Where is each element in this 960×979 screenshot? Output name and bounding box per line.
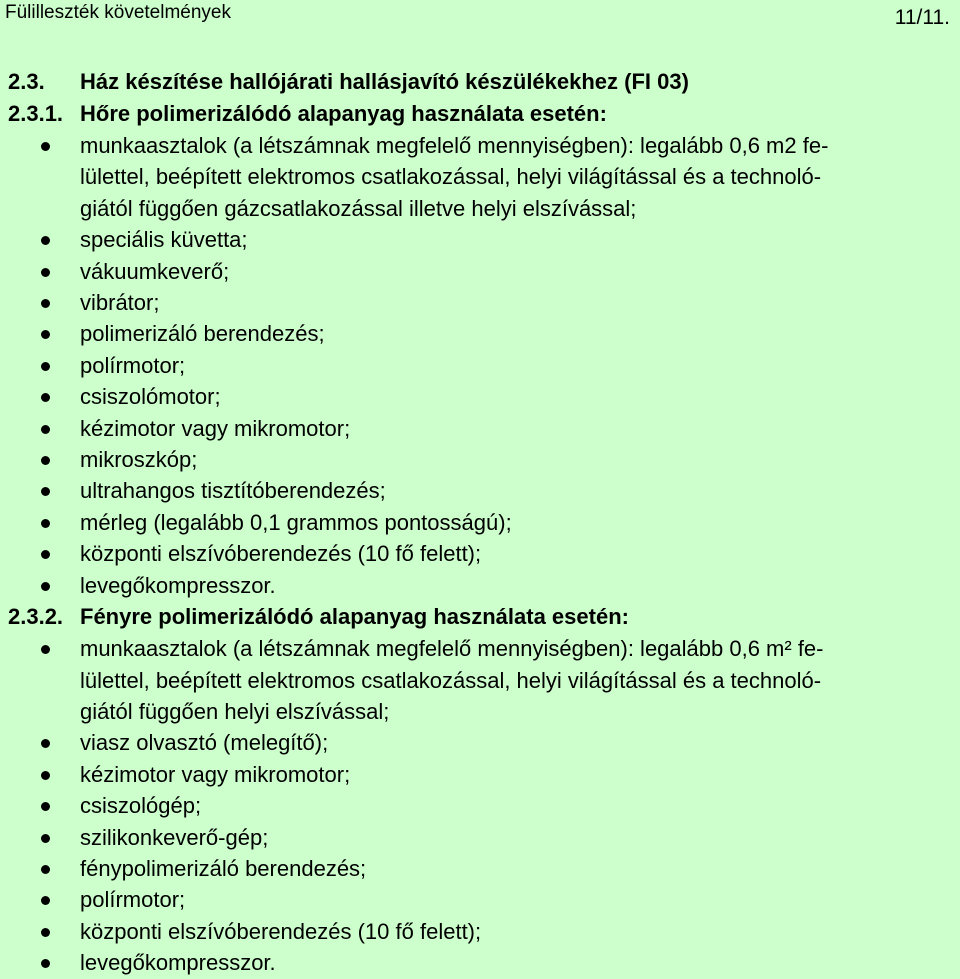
list-item-text: központi elszívóberendezés (10 fő felett); bbox=[80, 918, 482, 944]
page-number: 11/11. bbox=[894, 6, 950, 29]
subsection-1-heading bbox=[0, 98, 960, 130]
bullet-icon bbox=[41, 268, 50, 277]
subsection-1-title: Hőre polimerizálódó alapanyag használata esetén: bbox=[80, 101, 607, 126]
bullet-icon bbox=[41, 393, 50, 402]
list-item bbox=[0, 916, 960, 947]
list-item bbox=[0, 130, 960, 224]
list-item-text: polírmotor; bbox=[80, 352, 186, 378]
bullet-icon bbox=[41, 645, 50, 654]
bullet-icon bbox=[41, 802, 50, 811]
list-item bbox=[0, 444, 960, 475]
document-header-title: Fülilleszték követelmények bbox=[5, 2, 231, 23]
list-item bbox=[0, 350, 960, 381]
list-item bbox=[0, 853, 960, 884]
bullet-icon bbox=[41, 928, 50, 937]
list-item-text: fénypolimerizáló berendezés; bbox=[80, 855, 367, 881]
subsection-2-list bbox=[0, 633, 960, 978]
bullet-icon bbox=[41, 519, 50, 528]
bullet-icon bbox=[41, 330, 50, 339]
bullet-icon bbox=[41, 487, 50, 496]
list-item-text: mikroszkóp; bbox=[80, 447, 198, 473]
list-item-text: munkaasztalok (a létszámnak megfelelő mennyiségben): legalább 0,6 m2 fe- lülettel, beépített elektromos csatlakozással, helyi világítással és a technoló- giától függően gázcsatlakozással illetve helyi elszívással; bbox=[80, 133, 829, 221]
list-item bbox=[0, 224, 960, 255]
bullet-icon bbox=[41, 299, 50, 308]
bullet-icon bbox=[41, 959, 50, 968]
bullet-icon bbox=[41, 771, 50, 780]
list-item bbox=[0, 287, 960, 318]
bullet-icon bbox=[41, 896, 50, 905]
list-item bbox=[0, 413, 960, 444]
section-heading bbox=[0, 66, 960, 98]
bullet-icon bbox=[41, 425, 50, 434]
list-item bbox=[0, 507, 960, 538]
list-item bbox=[0, 256, 960, 287]
list-item bbox=[0, 759, 960, 790]
subsection-1-number: 2.3.1. bbox=[8, 101, 64, 126]
list-item-text: csiszolómotor; bbox=[80, 384, 221, 410]
list-item-text: központi elszívóberendezés (10 fő felett); bbox=[80, 541, 482, 567]
list-item-text: csiszológép; bbox=[80, 793, 202, 819]
subsection-2-heading bbox=[0, 601, 960, 633]
list-item-text: ultrahangos tisztítóberendezés; bbox=[80, 478, 386, 504]
list-item-text: viasz olvasztó (melegítő); bbox=[80, 730, 329, 756]
bullet-icon bbox=[41, 582, 50, 591]
bullet-icon bbox=[41, 834, 50, 843]
bullet-icon bbox=[41, 362, 50, 371]
list-item bbox=[0, 790, 960, 821]
list-item-text: levegőkompresszor. bbox=[80, 572, 276, 598]
list-item bbox=[0, 475, 960, 506]
list-item-text: polírmotor; bbox=[80, 887, 186, 913]
subsection-2-number: 2.3.2. bbox=[8, 604, 64, 630]
list-item bbox=[0, 727, 960, 758]
list-item bbox=[0, 633, 960, 727]
list-item-text: munkaasztalok (a létszámnak megfelelő mennyiségben): legalább 0,6 m² fe- lülettel, beépített elektromos csatlakozással, helyi világítással és a technoló- giától függően helyi elszívással; bbox=[80, 636, 824, 724]
subsection-1-list bbox=[0, 130, 960, 601]
subsection-2-title: Fényre polimerizálódó alapanyag használata esetén: bbox=[80, 604, 629, 630]
bullet-icon bbox=[41, 142, 50, 151]
bullet-icon bbox=[41, 739, 50, 748]
list-item-text: vákuumkeverő; bbox=[80, 258, 230, 284]
list-item-text: levegőkompresszor. bbox=[80, 950, 276, 976]
list-item bbox=[0, 822, 960, 853]
section-number: 2.3. bbox=[8, 69, 45, 94]
document-body bbox=[0, 66, 960, 979]
list-item-text: speciális küvetta; bbox=[80, 227, 248, 253]
list-item bbox=[0, 318, 960, 349]
list-item-text: kézimotor vagy mikromotor; bbox=[80, 761, 351, 787]
list-item bbox=[0, 884, 960, 915]
list-item bbox=[0, 570, 960, 601]
list-item-text: mérleg (legalább 0,1 grammos pontosságú); bbox=[80, 509, 512, 535]
list-item bbox=[0, 947, 960, 978]
bullet-icon bbox=[41, 236, 50, 245]
bullet-icon bbox=[41, 550, 50, 559]
bullet-icon bbox=[41, 456, 50, 465]
section-title: Ház készítése hallójárati hallásjavító készülékekhez (FI 03) bbox=[80, 69, 689, 94]
list-item bbox=[0, 381, 960, 412]
list-item bbox=[0, 538, 960, 569]
bullet-icon bbox=[41, 865, 50, 874]
list-item-text: vibrátor; bbox=[80, 290, 160, 316]
list-item-text: szilikonkeverő-gép; bbox=[80, 824, 269, 850]
list-item-text: kézimotor vagy mikromotor; bbox=[80, 415, 351, 441]
list-item-text: polimerizáló berendezés; bbox=[80, 321, 325, 347]
